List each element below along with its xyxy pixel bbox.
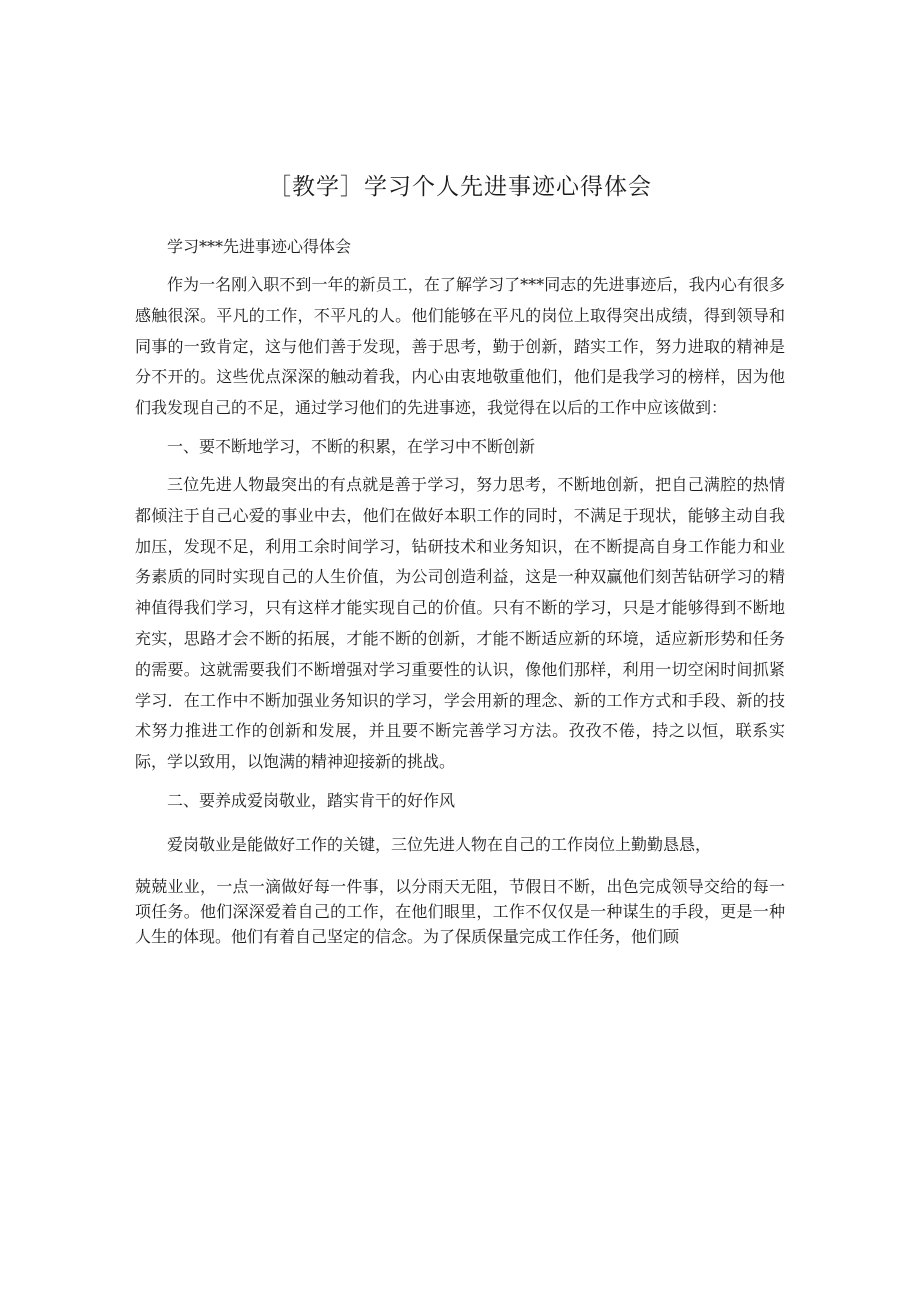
section-1-paragraph: 三位先进人物最突出的有点就是善于学习，努力思考，不断地创新，把自己满腔的热情都倾注于自己心爱的事业中去，他们在做好本职工作的同时，不满足于现状，能够主动自我加压，发现不足，利用工余时间学习，钻研技术和业务知识，在不断提高自身工作能力和业务素质的同时实现自己的人生价值，为公司创造利益，这是一种双赢他们刻苦钻研学习的精神值得我们学习，只有这样才能实现自己的价值。只有不断的学习，只是才能够得到不断地充实，思路才会不断的拓展，才能不断的创新，才能不断适应新的环境，适应新形势和任务的需要。这就需要我们不断增强对学习重要性的认识，像他们那样，利用一切空闲时间抓紧学习．在工作中不断加强业务知识的学习，学会用新的理念、新的工作方式和手段、新的技术努力推进工作的创新和发展，并且要不断完善学习方法。孜孜不倦，持之以恒，联系实际，学以致用，以饱满的精神迎接新的挑战。: [135, 474, 785, 772]
section-2-heading: 二、要养成爱岗敬业，踏实肯干的好作风: [167, 790, 456, 810]
document-title: ［教学］学习个人先进事迹心得体会: [268, 174, 652, 200]
section-2-paragraph-start: 爱岗敬业是能做好工作的关键，三位先进人物在自己的工作岗位上勤勤恳恳，: [167, 834, 712, 854]
document-body: [135, 232, 785, 949]
section-2-paragraph-continued: 兢兢业业，一点一滴做好每一件事，以分雨天无阻，节假日不断，出色完成领导交给的每一项任务。他们深深爱着自己的工作，在他们眼里，工作不仅仅是一种谋生的手段，更是一种人生的体现。他们有着自己坚定的信念。为了保质保量完成工作任务，他们顾: [135, 876, 785, 946]
section-1-heading: 一、要不断地学习，不断的积累，在学习中不断创新: [167, 436, 536, 456]
intro-paragraph: 作为一名刚入职不到一年的新员工，在了解学习了***同志的先进事迹后，我内心有很多感触很深。平凡的工作，不平凡的人。他们能够在平凡的岗位上取得突出成绩，得到领导和同事的一致肯定，这与他们善于发现，善于思考，勤于创新，踏实工作，努力进取的精神是分不开的。这些优点深深的触动着我，内心由衷地敬重他们，他们是我学习的榜样，因为他们我发现自己的不足，通过学习他们的先进事迹，我觉得在以后的工作中应该做到：: [135, 275, 785, 418]
document-subtitle: 学习***先进事迹心得体会: [167, 237, 352, 256]
